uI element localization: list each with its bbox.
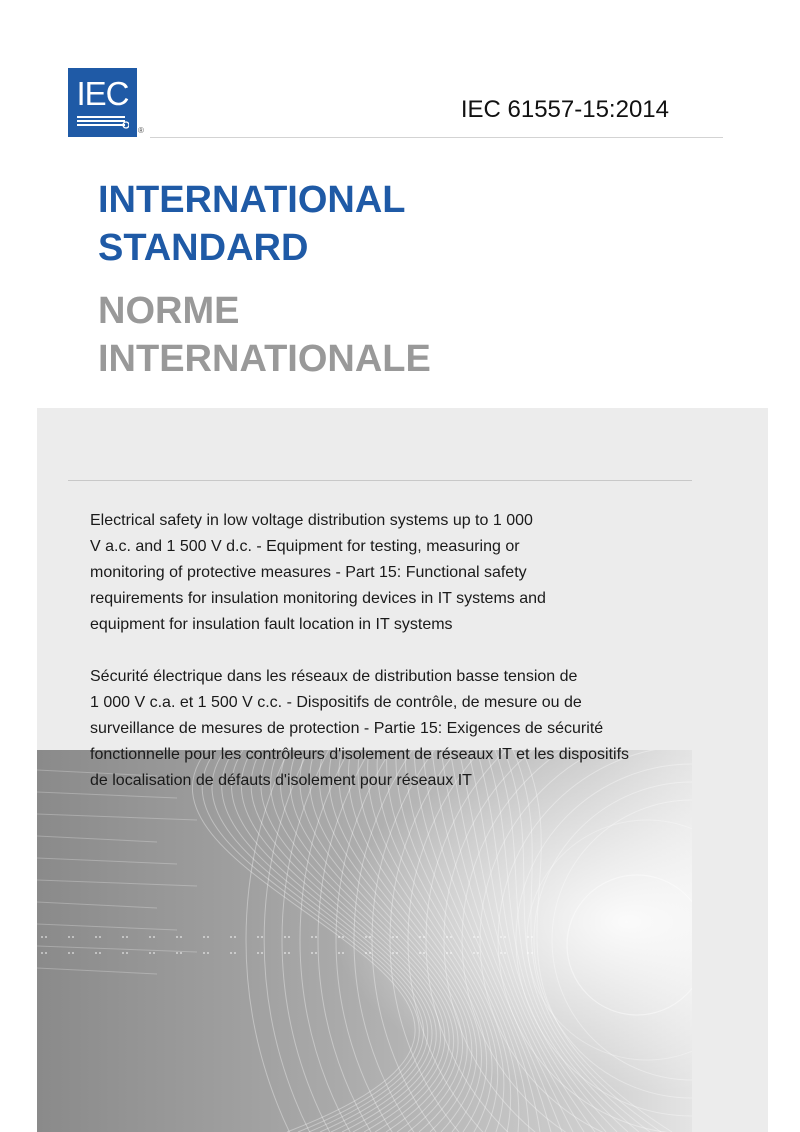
desc-en-line: Electrical safety in low voltage distribution systems up to 1 000 xyxy=(90,512,533,529)
desc-fr-line: fonctionnelle pour les contrôleurs d'isolement de réseaux IT et les dispositifs xyxy=(90,746,630,763)
header-divider xyxy=(150,137,723,138)
title-fr-line-1: NORME xyxy=(98,290,240,332)
desc-fr-line: de localisation de défauts d'isolement pour réseaux IT xyxy=(90,772,472,789)
iec-logo xyxy=(68,68,137,137)
desc-en-line: monitoring of protective measures - Part 15: Functional safety xyxy=(90,564,527,581)
description-english xyxy=(90,508,690,638)
desc-en-line: equipment for insulation fault location in IT systems xyxy=(90,616,453,633)
registered-mark: ® xyxy=(138,126,144,135)
desc-fr-line: Sécurité électrique dans les réseaux de distribution basse tension de xyxy=(90,668,578,685)
title-english xyxy=(98,176,406,272)
description xyxy=(90,508,690,794)
desc-fr-line: 1 000 V c.a. et 1 500 V c.c. - Dispositifs de contrôle, de mesure ou de xyxy=(90,694,582,711)
desc-fr-line: surveillance de mesures de protection - Partie 15: Exigences de sécurité xyxy=(90,720,604,737)
title-en-line-2: STANDARD xyxy=(98,227,309,269)
title-french xyxy=(98,287,431,383)
description-french xyxy=(90,664,690,794)
logo-lines-icon xyxy=(77,116,129,130)
logo-text: IEC xyxy=(76,75,129,112)
desc-en-line: V a.c. and 1 500 V d.c. - Equipment for testing, measuring or xyxy=(90,538,520,555)
standard-number: IEC 61557-15:2014 xyxy=(460,96,669,123)
title-fr-line-2: INTERNATIONALE xyxy=(98,338,431,380)
cover-artwork xyxy=(37,750,692,1132)
panel-divider xyxy=(68,480,692,481)
desc-en-line: requirements for insulation monitoring devices in IT systems and xyxy=(90,590,546,607)
title-en-line-1: INTERNATIONAL xyxy=(98,179,406,221)
